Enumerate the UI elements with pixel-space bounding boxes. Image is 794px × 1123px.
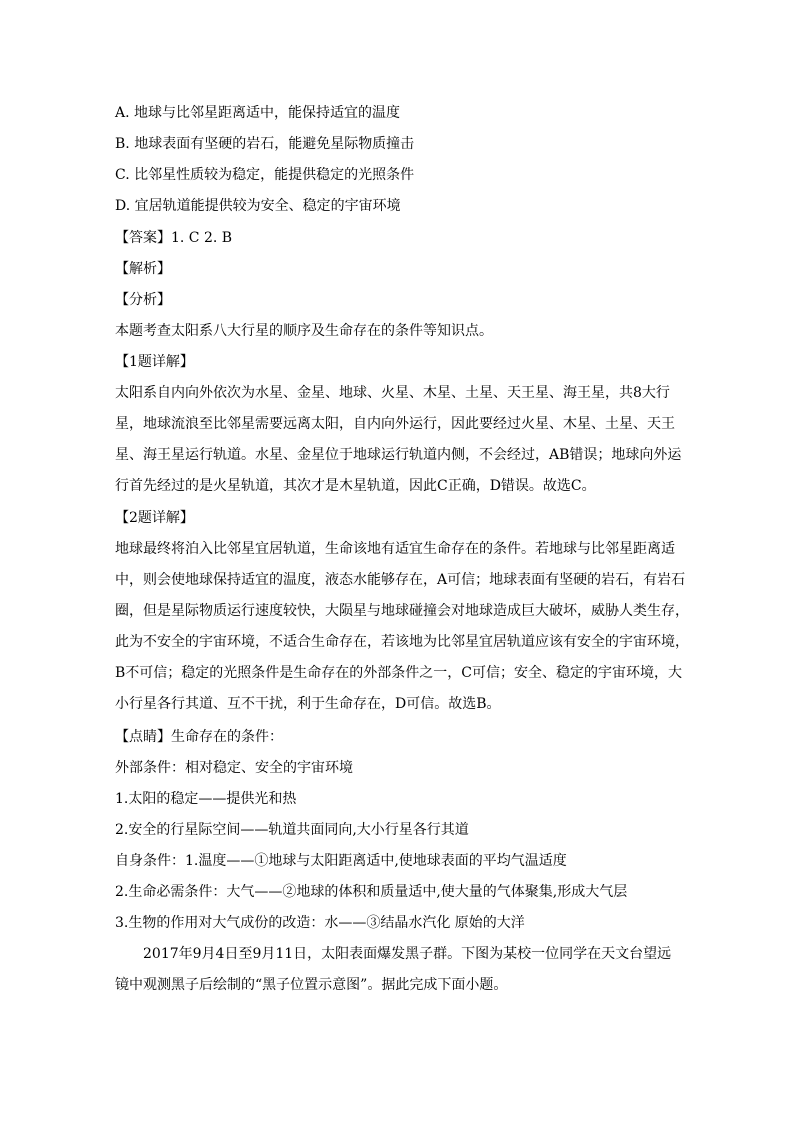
dianjing-line: 外部条件：相对稳定、安全的宇宙环境 (115, 760, 353, 776)
next-question-intro: 2017年9月4日至9月11日，太阳表面爆发黑子群。下图为某校一位同学在天文台望远 (143, 946, 672, 962)
option-a: A. 地球与比邻星距离适中，能保持适宜的温度 (115, 105, 401, 121)
q1-line: 星，地球流浪至比邻星需要远离太阳，自内向外运行，因此要经过火星、木星、土星、天王 (115, 416, 675, 432)
q2-line: 小行星各行其道、互不干扰，利于生命存在，D可信。故选B。 (115, 696, 501, 712)
option-d: D. 宜居轨道能提供较为安全、稳定的宇宙环境 (115, 198, 401, 214)
q2-line: 地球最终将泊入比邻星宜居轨道，生命该地有适宜生命存在的条件。若地球与比邻星距离适 (115, 541, 675, 557)
next-question-intro: 镜中观测黑子后绘制的“黑子位置示意图”。据此完成下面小题。 (115, 977, 508, 993)
option-c: C. 比邻星性质较为稳定，能提供稳定的光照条件 (115, 167, 415, 183)
q2-line: B不可信；稳定的光照条件是生命存在的外部条件之一，C可信；安全、稳定的宇宙环境，大 (115, 665, 682, 681)
q2-line: 中，则会使地球保持适宜的温度，液态水能够存在，A可信；地球表面有坚硬的岩石，有岩石 (115, 572, 686, 588)
dianjing-line: 2.安全的行星际空间——轨道共面同向,大小行星各行其道 (115, 822, 469, 838)
q1-line: 星、海王星运行轨道。水星、金星位于地球运行轨道内侧，不会经过，AB错误；地球向外运 (115, 447, 682, 463)
dianjing-line: 自身条件：1.温度——①地球与太阳距离适中,使地球表面的平均气温适度 (115, 853, 567, 869)
q1-heading: 【1题详解】 (115, 354, 194, 370)
q2-heading: 【2题详解】 (115, 510, 194, 526)
dianjing-line: 1.太阳的稳定——提供光和热 (115, 791, 297, 807)
dianjing-line: 2.生命必需条件：大气——②地球的体积和质量适中,使大量的气体聚集,形成大气层 (115, 884, 628, 900)
q2-line: 此为不安全的宇宙环境，不适合生命存在，若该地为比邻星宜居轨道应该有安全的宇宙环境， (115, 634, 689, 650)
fenxi-text: 本题考查太阳系八大行星的顺序及生命存在的条件等知识点。 (115, 323, 493, 339)
dianjing-line: 3.生物的作用对大气成份的改造：水——③结晶水汽化 原始的大洋 (115, 915, 525, 931)
q1-line: 太阳系自内向外依次为水星、金星、地球、火星、木星、土星、天王星、海王星，共8大行 (115, 385, 670, 401)
q1-line: 行首先经过的是火星轨道，其次才是木星轨道，因此C正确，D错误。故选C。 (115, 478, 596, 494)
analysis-heading: 【解析】 (115, 261, 171, 277)
q2-line: 圈，但是星际物质运行速度较快，大陨星与地球碰撞会对地球造成巨大破坏，威胁人类生存， (115, 603, 689, 619)
option-b: B. 地球表面有坚硬的岩石，能避免星际物质撞击 (115, 136, 415, 152)
fenxi-heading: 【分析】 (115, 292, 171, 308)
dianjing-heading: 【点睛】生命存在的条件： (115, 729, 283, 745)
answer-line: 【答案】1. C 2. B (115, 230, 233, 246)
